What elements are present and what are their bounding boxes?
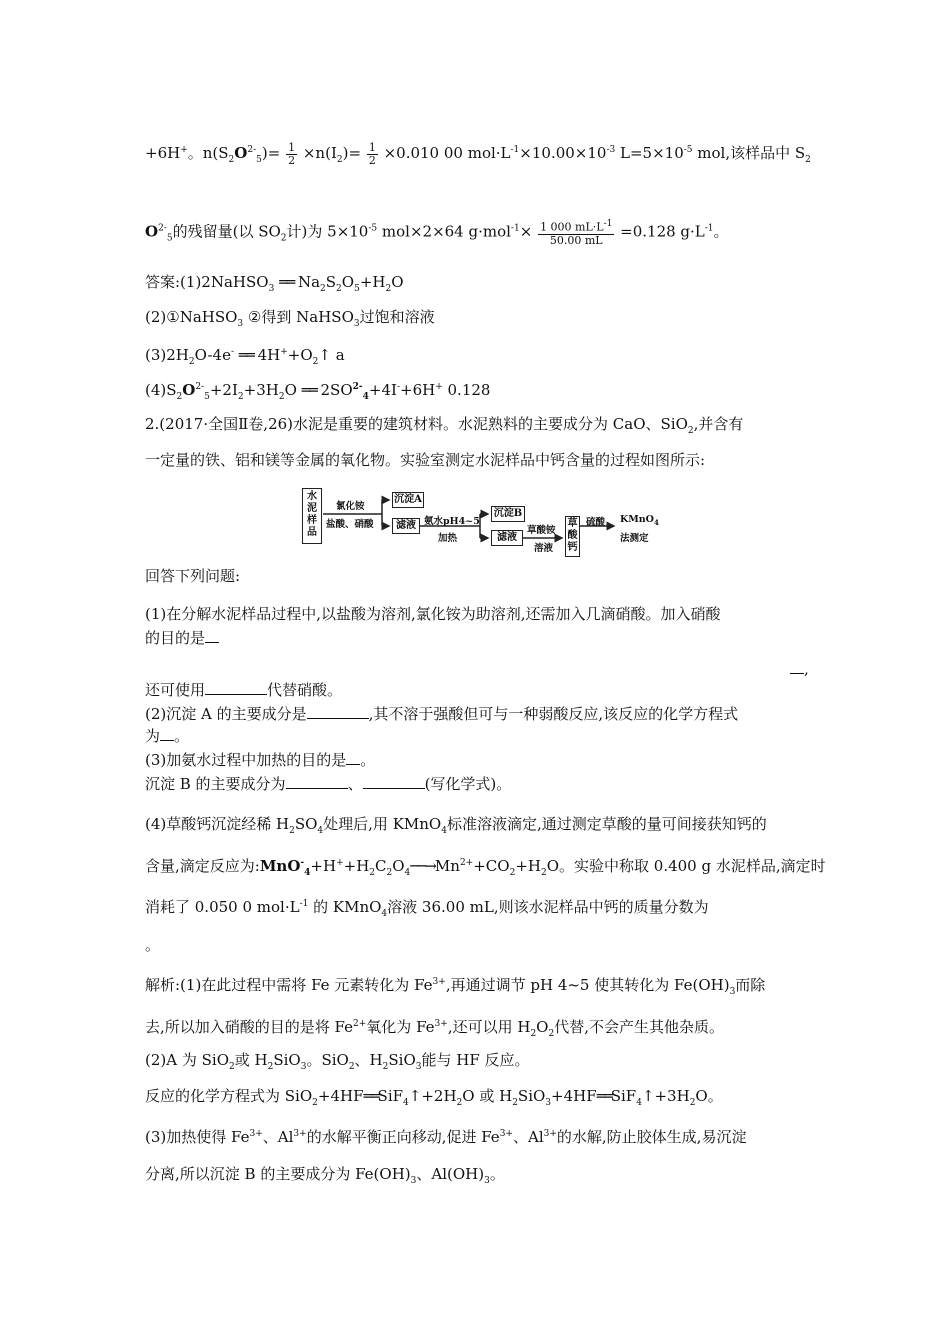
flow-calcium-oxalate: 草酸钙 (565, 516, 580, 557)
flow-filtrate-2: 滤液 (491, 530, 523, 546)
answer-4: $(4)S_2O^{2-}_5+2I_2+3H_2O$ ══ $2SO^{2-}_4+4I^-+6H^+$ 0.128 (145, 381, 491, 402)
flow-reagent-3-top: 草酸铵 (527, 525, 556, 536)
analysis-line-1: +6H+。$n(S_2O^{2-}_5)=$ $\frac{1}{2}$ $\times n(I_2)=$ $\frac{1}{2}$ ×0.010 00 $mol\cdot L^{-1}\times 10.00\times 10^{-3}$ $L=5\times 10^{-5}$ mol,该样品中 $S_2$ (145, 140, 811, 167)
answer-blank-5[interactable] (346, 750, 360, 765)
flow-reagent-2-top: 氨水pH4~5 (424, 516, 480, 527)
question-2-line-1: 2.(2017·全国Ⅱ卷,26)水泥是重要的建筑材料。水泥熟料的主要成分为 CaO、SiO$_2$,并含有 (145, 415, 744, 436)
question-1-line-2: 的目的是 (145, 628, 219, 648)
analysis-1-line-1: 解析:(1)在此过程中需将 Fe 元素转化为 $Fe^{3+}$,再通过调节 pH 4~5 使其转化为 $Fe(OH)_3$而除 (145, 976, 766, 997)
answer-1: 答案:(1)2NaHSO$_3$ ══ $Na_2S_2O_5+H_2O$ (145, 273, 404, 294)
analysis-3-line-1: (3)加热使得 $Fe^{3+}$、$Al^{3+}$的水解平衡正向移动,促进 $Fe^{3+}$、$Al^{3+}$的水解,防止胶体生成,易沉淀 (145, 1128, 747, 1146)
answer-blank-4[interactable] (160, 726, 174, 741)
flow-end-top: KMnO$_4$ (620, 514, 659, 527)
analysis-line-2: $O^{2-}_5$的残留量(以 $SO_2$计)为 $5\times 10^{-5}$ mol×2×64 g·mol$^{-1}$× $\frac{1 000 mL\cdot L^{-1}}{50.00 mL}$ =0.128 $g\cdot L^{-1}$。 (145, 219, 729, 247)
question-1-line-4: 还可使用 代替硝酸。 (145, 681, 343, 699)
question-1-line-1: (1)在分解水泥样品过程中,以盐酸为溶剂,氯化铵为助溶剂,还需加入几滴硝酸。加入硝酸 (145, 605, 721, 623)
analysis-2-line-2: 反应的化学方程式为 $SiO_2+4HF══SiF_4↑+2H_2O$ 或 $H_2SiO_3+4HF══SiF_4↑+3H_2O$。 (145, 1087, 723, 1108)
analysis-2-line-1: (2)A 为 SiO$_2$或 $H_2SiO_3$。SiO$_2$、$H_2SiO_3$能与 HF 反应。 (145, 1051, 530, 1072)
flow-filtrate-1: 滤液 (392, 518, 420, 534)
answer-2: (2)①NaHSO$_3$ ②得到 NaHSO$_3$过饱和溶液 (145, 308, 435, 329)
flow-sample-box: 水泥样品 (302, 488, 322, 544)
flow-reagent-1-bottom: 盐酸、硝酸 (326, 519, 374, 530)
questions-intro: 回答下列问题: (145, 567, 241, 585)
answer-blank-3[interactable] (307, 704, 369, 719)
flow-end-bottom: 法测定 (620, 533, 649, 544)
fraction-half: $\frac{1}{2}$ (288, 140, 296, 167)
analysis-3-line-2: 分离,所以沉淀 B 的主要成分为 $Fe(OH)_3$、$Al(OH)_3$。 (145, 1165, 505, 1186)
question-2a-line-1: (2)沉淀 A 的主要成分是 ,其不溶于强酸但可与一种弱酸反应,该反应的化学方程式 (145, 705, 739, 723)
flow-reagent-1-top: 氯化铵 (336, 501, 365, 512)
fraction-half-2: $\frac{1}{2}$ (368, 140, 376, 167)
flow-precipitate-a: 沉淀A (392, 492, 424, 508)
question-4-line-2: 含量,滴定反应为$:MnO^-_4+H^++H_2C_2O_4──\to Mn^{2+}+CO_2+H_2O$。实验中称取 0.400 g 水泥样品,滴定时 (145, 857, 826, 878)
question-2-line-2: 一定量的铁、铝和镁等金属的氧化物。实验室测定水泥样品中钙含量的过程如图所示: (145, 451, 706, 469)
answer-blank-1[interactable] (205, 628, 219, 643)
answer-blank-6[interactable] (286, 774, 348, 789)
question-1-line-3: , (790, 659, 809, 679)
answer-blank-7[interactable] (363, 774, 425, 789)
question-3-line-1: (3)加氨水过程中加热的目的是 。 (145, 751, 376, 769)
question-2a-line-2: 为 。 (145, 727, 190, 745)
analysis-1-line-2: 去,所以加入硝酸的目的是将 $Fe^{2+}$氧化为 $Fe^{3+}$,还可以用 $H_2O_2$代替,不会产生其他杂质。 (145, 1018, 724, 1039)
flow-precipitate-b: 沉淀B (491, 506, 525, 522)
question-4-line-3: 消耗了 0.050 0 $mol\cdot L^{-1}$ 的 KMnO$_4$溶液 36.00 mL,则该水泥样品中钙的质量分数为 (145, 898, 709, 919)
flow-reagent-2-bottom: 加热 (438, 533, 458, 544)
answer-3: $(3)2H_2O-4e^-$ ══ $4H^++O_2↑$ a (145, 346, 345, 367)
flowchart (302, 486, 662, 558)
question-4-line-1: (4)草酸钙沉淀经稀 $H_2SO_4$处理后,用 KMnO$_4$标准溶液滴定,通过测定草酸的量可间接获知钙的 (145, 815, 767, 836)
fraction-volume: $\frac{1 000 mL\cdot L^{-1}}{50.00 mL}$ (540, 219, 613, 247)
flow-reagent-4: 硫酸 (586, 517, 606, 528)
flow-reagent-3-bottom: 溶液 (534, 543, 554, 554)
answer-blank-1-end[interactable] (790, 659, 804, 674)
question-3-line-2: 沉淀 B 的主要成分为 、 (写化学式)。 (145, 775, 512, 793)
question-4-line-4: 。 (145, 936, 161, 954)
answer-blank-2[interactable] (205, 680, 267, 695)
